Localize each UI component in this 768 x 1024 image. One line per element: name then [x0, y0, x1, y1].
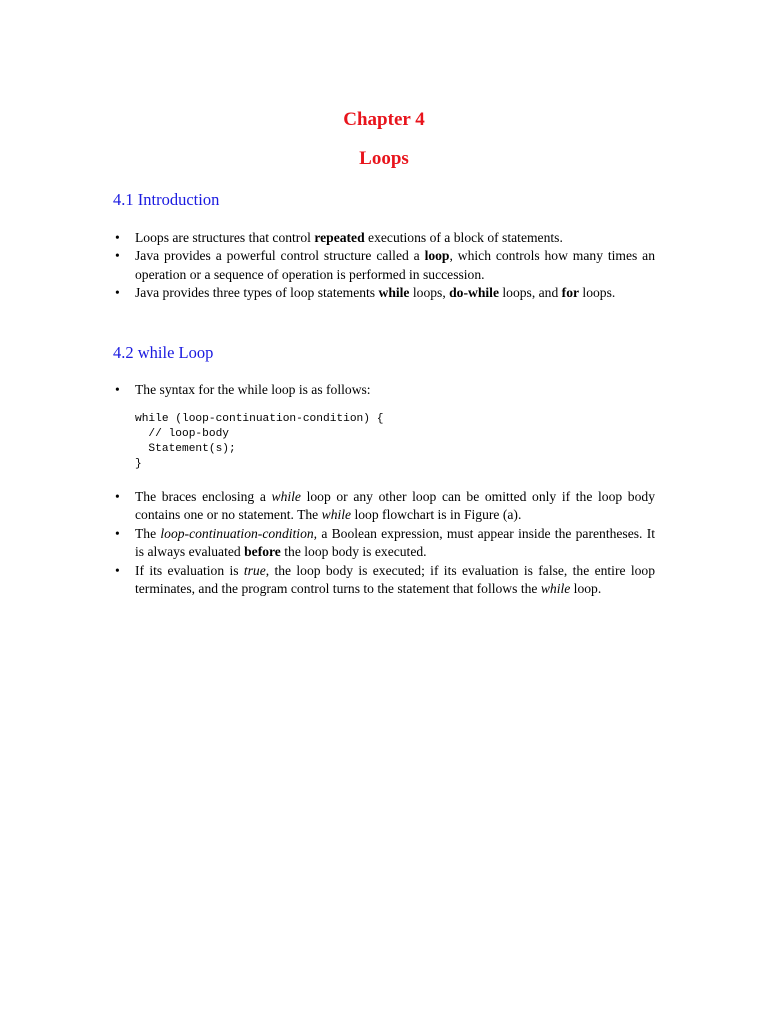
text-run: If its evaluation is: [135, 562, 244, 578]
text-run: The: [135, 525, 161, 541]
text-run: the loop body is executed.: [280, 544, 427, 560]
list-item: [113, 284, 655, 302]
italic-text-run: loop-continuation-condition,: [160, 525, 318, 541]
section-heading-while-loop: 4.2 while Loop: [113, 343, 214, 362]
italic-text-run: while: [271, 489, 301, 504]
text-run: loops,: [409, 285, 450, 301]
text-run: loops, and: [498, 285, 562, 301]
text-run: loops.: [579, 285, 616, 301]
bold-text-run: loop: [424, 248, 450, 264]
while-syntax-bullet-list: [113, 381, 655, 399]
text-run: loop or any other loop can be omitted only if the loop body contains one or no statement. The: [135, 489, 655, 523]
chapter-title: Chapter 4: [343, 109, 425, 130]
italic-text-run: true: [243, 562, 266, 578]
text-run: executions of a block of statements.: [364, 230, 563, 245]
bold-text-run: do-while: [449, 285, 499, 301]
text-run: Java provides three types of loop statements: [135, 285, 379, 301]
bullet-marker: •: [115, 285, 120, 301]
chapter-subtitle: Loops: [359, 148, 409, 169]
list-item: [113, 381, 655, 399]
text-run: , the loop body is executed; if its evaluation is false, the entire loop terminates, and the program control turns to the statement that follows the: [135, 562, 655, 597]
text-run: loop.: [570, 581, 602, 597]
bullet-marker: •: [115, 489, 120, 504]
section-heading-introduction: 4.1 Introduction: [113, 190, 220, 209]
text-run: Loops are structures that control: [135, 230, 315, 245]
introduction-bullet-list: [113, 229, 655, 303]
bold-text-run: while: [378, 285, 410, 301]
text-run: Java provides a powerful control structure called a: [135, 248, 425, 264]
italic-text-run: while: [321, 507, 352, 523]
bullet-marker: •: [115, 562, 120, 578]
bold-text-run: repeated: [314, 230, 365, 245]
bold-text-run: before: [244, 544, 281, 560]
list-item: [113, 247, 655, 284]
list-item: [113, 562, 655, 599]
list-item: [113, 488, 655, 525]
bullet-marker: •: [115, 525, 120, 541]
text-run: , which controls how many times an operation or a sequence of operation is performed in succession.: [135, 248, 656, 282]
text-run: a Boolean expression, must appear inside the parentheses. It is always evaluated: [135, 525, 655, 560]
while-details-bullet-list: [113, 488, 655, 598]
bold-text-run: for: [561, 285, 580, 301]
text-run: The braces enclosing a: [135, 489, 272, 504]
italic-text-run: while: [540, 581, 571, 597]
text-run: The syntax for the while loop is as follows:: [135, 382, 371, 397]
list-item: [113, 229, 655, 247]
while-loop-code-block: while (loop-continuation-condition) { // loop-body Statement(s); }: [135, 413, 384, 470]
bullet-marker: •: [115, 248, 120, 264]
bullet-marker: •: [115, 230, 120, 245]
list-item: [113, 525, 655, 562]
bullet-marker: •: [115, 382, 120, 397]
text-run: loop flowchart is in Figure (a).: [351, 507, 522, 523]
